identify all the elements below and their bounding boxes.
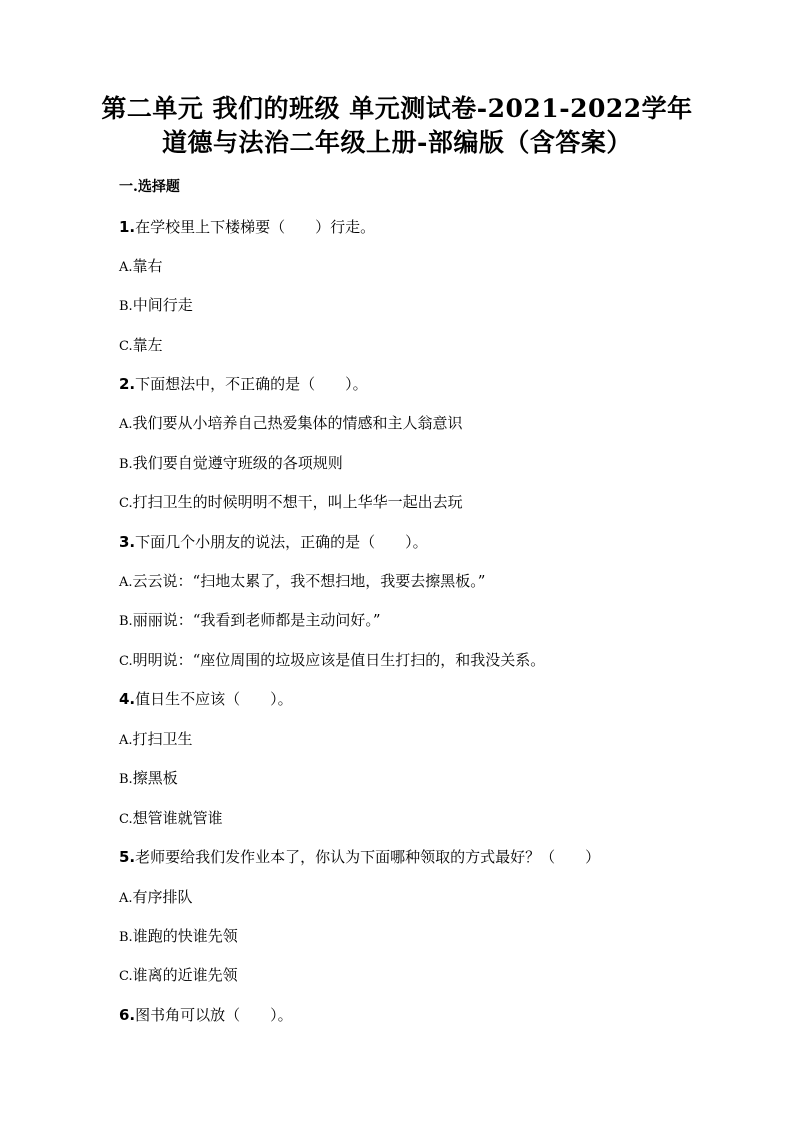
- option-letter: C.: [119, 969, 133, 984]
- option-letter: B.: [119, 772, 133, 787]
- question-number: 4.: [119, 690, 136, 708]
- question-5: [119, 847, 600, 867]
- option-letter: C.: [119, 654, 133, 669]
- question-2-option-a: [119, 413, 463, 435]
- option-text: 丽丽说：“我看到老师都是主动问好。”: [132, 611, 381, 629]
- question-number: 5.: [119, 848, 136, 866]
- option-letter: B.: [119, 299, 133, 314]
- option-letter: B.: [119, 457, 133, 472]
- question-5-option-b: [119, 926, 238, 948]
- question-4-option-a: [119, 729, 193, 751]
- option-letter: C.: [119, 812, 133, 827]
- question-number: 6.: [119, 1006, 136, 1024]
- option-letter: C.: [119, 496, 133, 511]
- question-4: [119, 689, 293, 709]
- option-text: 靠左: [132, 336, 163, 354]
- question-2-option-b: [119, 453, 343, 475]
- option-text: 谁跑的快谁先领: [132, 927, 238, 945]
- document-title-line-1: 第二单元 我们的班级 单元测试卷-2021-2022学年: [101, 94, 693, 123]
- question-text: 在学校里上下楼梯要（ ）行走。: [135, 218, 376, 236]
- question-2: [119, 374, 368, 394]
- option-letter: A.: [119, 417, 133, 432]
- option-text: 打扫卫生的时候明明不想干，叫上华华一起出去玩: [132, 493, 463, 511]
- question-6: [119, 1005, 293, 1025]
- question-number: 1.: [119, 218, 136, 236]
- option-text: 谁离的近谁先领: [132, 966, 238, 984]
- option-letter: A.: [119, 260, 133, 275]
- question-3-option-a: [119, 571, 485, 593]
- option-text: 打扫卫生: [132, 730, 193, 748]
- question-5-option-a: [119, 887, 193, 909]
- question-text: 下面几个小朋友的说法，正确的是（ ）。: [135, 533, 428, 551]
- question-3-option-b: [119, 610, 381, 632]
- question-2-option-c: [119, 492, 463, 514]
- option-letter: A.: [119, 891, 133, 906]
- question-number: 2.: [119, 375, 136, 393]
- question-1: [119, 217, 375, 237]
- question-text: 老师要给我们发作业本了，你认为下面哪种领取的方式最好？（ ）: [135, 848, 601, 866]
- question-1-option-b: [119, 295, 193, 317]
- option-text: 有序排队: [132, 888, 193, 906]
- option-letter: A.: [119, 575, 133, 590]
- question-3: [119, 532, 428, 552]
- option-text: 我们要自觉遵守班级的各项规则: [132, 454, 343, 472]
- document-title-line-2: 道德与法治二年级上册-部编版（含答案）: [162, 128, 632, 157]
- question-text: 值日生不应该（ ）。: [135, 690, 293, 708]
- option-text: 擦黑板: [132, 769, 178, 787]
- option-text: 云云说：“扫地太累了，我不想扫地，我要去擦黑板。”: [132, 572, 486, 590]
- option-letter: C.: [119, 339, 133, 354]
- option-text: 我们要从小培养自己热爱集体的情感和主人翁意识: [132, 414, 463, 432]
- section-heading: 一.选择题: [119, 179, 180, 195]
- option-text: 靠右: [132, 257, 163, 275]
- question-1-option-c: [119, 335, 163, 357]
- option-letter: B.: [119, 614, 133, 629]
- option-letter: A.: [119, 733, 133, 748]
- question-5-option-c: [119, 965, 238, 987]
- question-text: 下面想法中，不正确的是（ ）。: [135, 375, 368, 393]
- option-text: 中间行走: [132, 296, 193, 314]
- question-3-option-c: [119, 650, 545, 672]
- question-4-option-c: [119, 808, 223, 830]
- question-text: 图书角可以放（ ）。: [135, 1006, 293, 1024]
- question-1-option-a: [119, 256, 163, 278]
- question-4-option-b: [119, 768, 178, 790]
- question-number: 3.: [119, 533, 136, 551]
- option-letter: B.: [119, 930, 133, 945]
- option-text: 想管谁就管谁: [132, 809, 223, 827]
- option-text: 明明说：“座位周围的垃圾应该是值日生打扫的，和我没关系。: [132, 651, 546, 669]
